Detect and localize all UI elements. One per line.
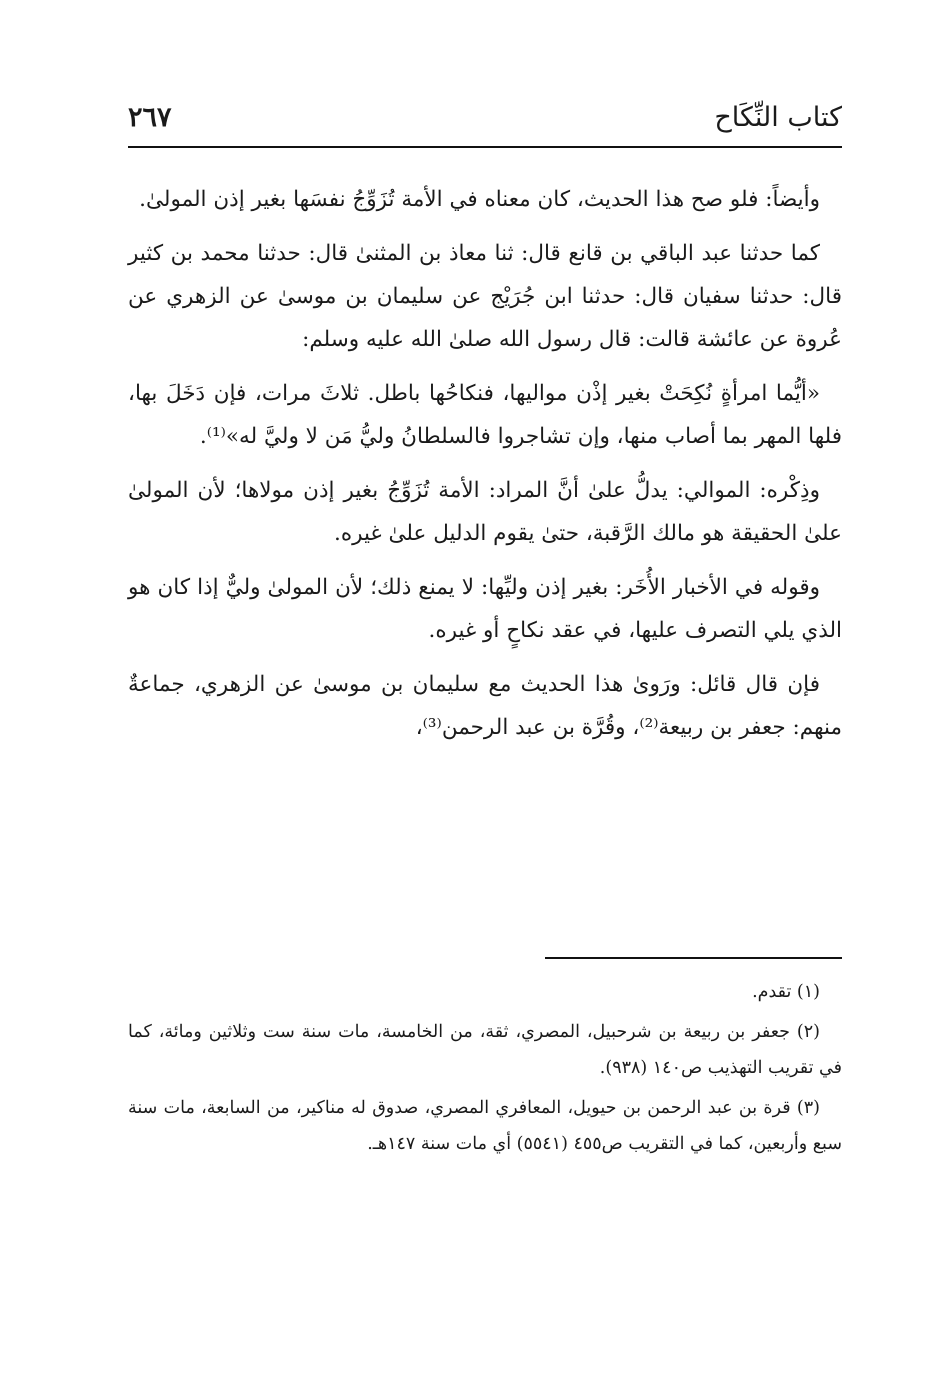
page-header: [128, 98, 842, 148]
footnote: (١) تقدم.: [752, 982, 820, 1002]
hadith-quote: «أيُّما امرأةٍ نُكِحَتْ بغير إذْن مواليها، فنكاحُها باطل. ثلاثَ مرات، فإن دَخَلَ بها، فلها المهر بما أصاب منها، وإن تشاجروا فالسلطانُ وليُّ مَن لا وليَّ له»⁽¹⁾.: [128, 381, 842, 449]
paragraph: وذِكْره: الموالي: يدلُّ علىٰ أنَّ المراد: الأمة تُزَوِّجُ بغير إذن مولاها؛ لأن المولىٰ علىٰ الحقيقة هو مالك الرَّقبة، حتىٰ يقوم الدليل علىٰ غيره.: [128, 478, 842, 546]
footnote-separator: [545, 957, 842, 959]
paragraph: كما حدثنا عبد الباقي بن قانع قال: ثنا معاذ بن المثنىٰ قال: حدثنا محمد بن كثير قال: حدثنا سفيان قال: حدثنا ابن جُرَيْج عن سليمان بن موسىٰ عن الزهري عن عُروة عن عائشة قالت: قال رسول الله صلىٰ الله عليه وسلم:: [128, 241, 842, 352]
paragraph: وقوله في الأخبار الأُخَر: بغير إذن وليِّها: لا يمنع ذلك؛ لأن المولىٰ وليٌّ إذا كان هو الذي يلي التصرف عليها، في عقد نكاحٍ أو غيره.: [128, 575, 842, 643]
paragraph: وأيضاً: فلو صح هذا الحديث، كان معناه في الأمة تُزَوِّجُ نفسَها بغير إذن المولىٰ.: [139, 187, 820, 212]
footnote: (٢) جعفر بن ربيعة بن شرحبيل، المصري، ثقة، من الخامسة، مات سنة ست وثلاثين ومائة، كما في تقريب التهذيب ص١٤٠ (٩٣٨).: [128, 1022, 842, 1078]
paragraph: فإن قال قائل: ورَوىٰ هذا الحديث مع سليمان بن موسىٰ عن الزهري، جماعةٌ منهم: جعفر بن ربيعة⁽²⁾، وقُرَّة بن عبد الرحمن⁽³⁾،: [128, 672, 842, 740]
footnote: (٣) قرة بن عبد الرحمن بن حيويل، المعافري المصري، صدوق له مناكير، من السابعة، مات سنة سبع وأربعين، كما في التقريب ص٤٥٥ (٥٥٤١) أي مات سنة ١٤٧هـ.: [128, 1098, 842, 1154]
running-title: كتاب النِّكَاح: [714, 102, 842, 133]
footnotes: [128, 974, 842, 1166]
page-number: ٢٦٧: [128, 102, 172, 133]
main-text: [128, 178, 842, 760]
